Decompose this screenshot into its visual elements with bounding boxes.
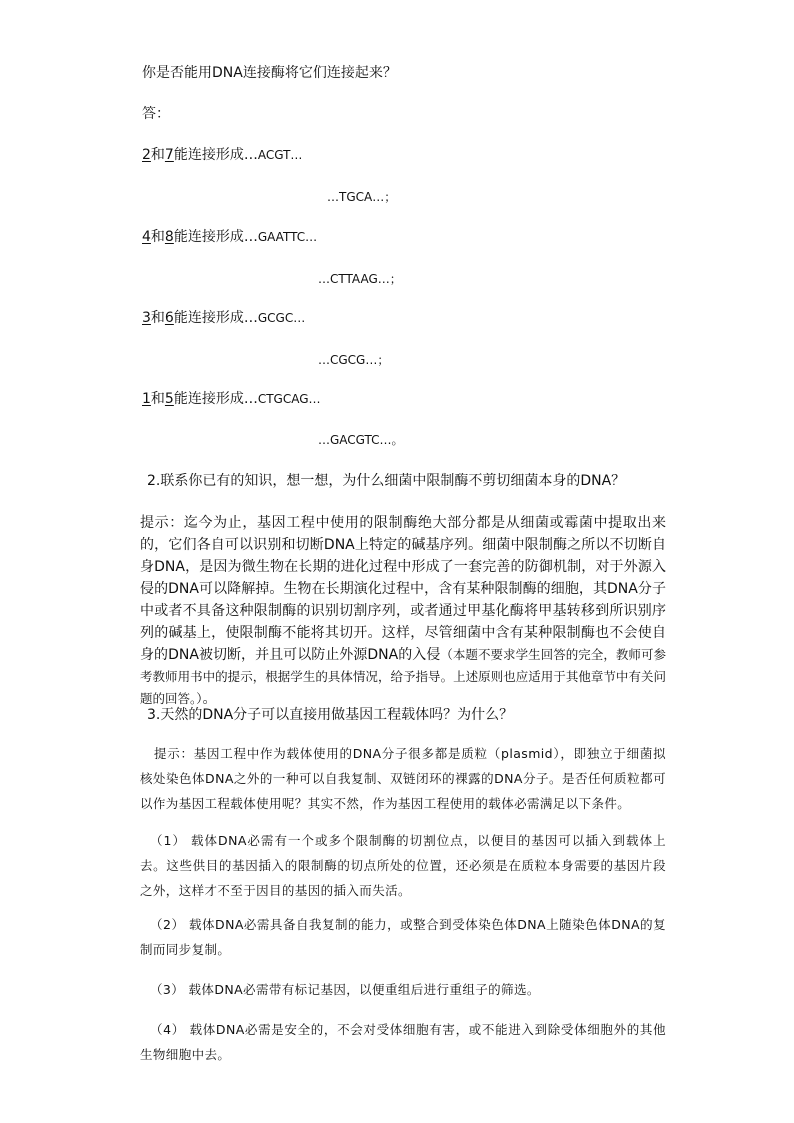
pair-and: 和 xyxy=(150,310,165,326)
pair-and: 和 xyxy=(150,391,165,407)
hint-note: （本题不要求学生回答的完全，教师可参考教师用书中的提示，根据学生的具体情况，给予指导。上述原则也应适用于其他章节中有关问题的回答。） xyxy=(140,647,666,706)
pair-result: 能连接形成… xyxy=(173,391,258,407)
pair-number-b: 6 xyxy=(164,310,174,326)
sequence-bottom: …GACGTC…。 xyxy=(318,433,404,447)
pair-result: 能连接形成… xyxy=(173,310,258,326)
pair-line xyxy=(142,228,317,246)
pair-number-a: 1 xyxy=(142,391,151,407)
pair-number-a: 3 xyxy=(142,310,151,326)
pair-number-b: 8 xyxy=(164,229,174,245)
question-1-text: 你是否能用DNA连接酶将它们连接起来？ xyxy=(142,65,397,81)
condition-item: （4） 载体DNA必需是安全的，不会对受体细胞有害，或不能进入到除受体细胞外的其他生物细胞中去。 xyxy=(140,1022,666,1062)
sequence-bottom: …CGCG…； xyxy=(318,353,390,367)
question-2-hint xyxy=(140,512,666,710)
question-3-title: 3.天然的DNA分子可以直接用做基因工程载体吗？为什么？ xyxy=(147,707,514,723)
pair-line xyxy=(142,309,305,327)
pair-result: 能连接形成… xyxy=(173,147,258,163)
pair-number-b: 5 xyxy=(164,391,174,407)
pair-result: 能连接形成… xyxy=(173,229,258,245)
pair-line xyxy=(142,390,321,408)
condition-item: （2） 载体DNA必需具备自我复制的能力，或整合到受体染色体DNA上随染色体DNA的复制而同步复制。 xyxy=(140,917,666,957)
pair-number-a: 2 xyxy=(142,147,151,163)
sequence-top: ACGT… xyxy=(257,148,303,162)
pair-number-a: 4 xyxy=(142,229,151,245)
sequence-bottom: …TGCA…； xyxy=(327,190,397,204)
sequence-top: GAATTC… xyxy=(257,230,318,244)
pair-line xyxy=(142,146,302,164)
question-3-hint: 提示：基因工程中作为载体使用的DNA分子很多都是质粒（plasmid），即独立于细菌拟核处染色体DNA之外的一种可以自我复制、双链闭环的裸露的DNA分子。是否任何质粒都可以作为基因工程载体使用呢？其实不然，作为基因工程使用的载体必需满足以下条件。 xyxy=(140,746,666,811)
sequence-bottom: …CTTAAG…； xyxy=(318,272,402,286)
pair-and: 和 xyxy=(150,147,165,163)
question-2-title: 2.联系你已有的知识，想一想，为什么细菌中限制酶不剪切细菌本身的DNA？ xyxy=(147,473,626,489)
condition-item: （3） 载体DNA必需带有标记基因，以便重组后进行重组子的筛选。 xyxy=(150,982,540,997)
pair-and: 和 xyxy=(150,229,165,245)
hint-main: 提示：迄今为止，基因工程中使用的限制酶绝大部分都是从细菌或霉菌中提取出来的，它们各自可以识别和切断DNA上特定的碱基序列。细菌中限制酶之所以不切断自身DNA，是因为微生物在长期的进化过程中形成了一套完善的防御机制，对于外源入侵的DNA可以降解掉。生物在长期演化过程中，含有某种限制酶的细胞，其DNA分子中或者不具备这种限制酶的识别切割序列，或者通过甲基化酶将甲基转移到所识别序列的碱基上，使限制酶不能将其切开。这样，尽管细菌中含有某种限制酶也不会使自身的DNA被切断，并且可以防止外源DNA的入侵 xyxy=(140,515,666,663)
hint-end: 。 xyxy=(202,691,217,707)
sequence-top: GCGC… xyxy=(257,311,306,325)
condition-item: （1） 载体DNA必需有一个或多个限制酶的切割位点，以便目的基因可以插入到载体上去。这些供目的基因插入的限制酶的切点所处的位置，还必须是在质粒本身需要的基因片段之外，这样才不至于因目的基因的插入而失活。 xyxy=(140,833,666,898)
sequence-top: CTGCAG… xyxy=(257,392,321,406)
answer-label: 答： xyxy=(142,106,170,122)
pair-number-b: 7 xyxy=(164,147,174,163)
